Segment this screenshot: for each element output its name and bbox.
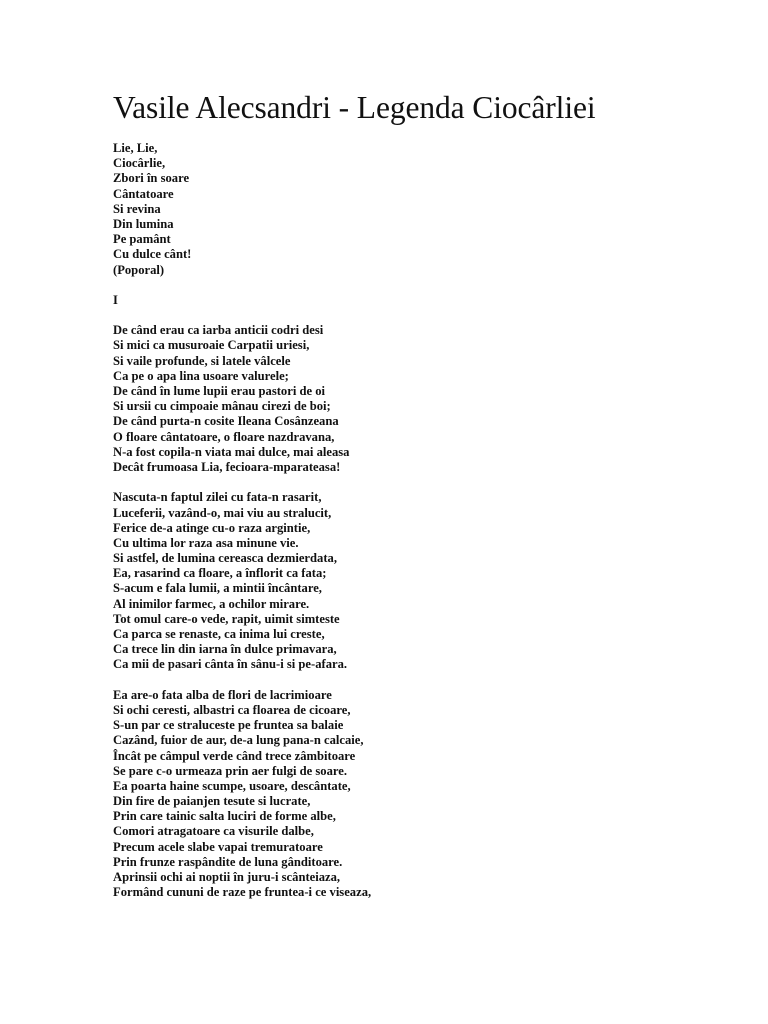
poem-line: Pe pamânt [113, 232, 171, 247]
poem-line: Precum acele slabe vapai tremuratoare [113, 839, 323, 854]
poem-stanza [113, 323, 733, 475]
poem-line: Luceferii, vazând-o, mai viu au stralucit, [113, 505, 332, 520]
poem-line: S-un par ce straluceste pe fruntea sa balaie [113, 718, 344, 733]
poem-line: Ciocârlie, [113, 156, 166, 171]
poem-line: Si revina [113, 201, 161, 216]
poem-line: Cu dulce cânt! [113, 247, 192, 262]
poem-line: S-acum e fala lumii, a mintii încântare, [113, 581, 322, 596]
poem-body [113, 141, 733, 900]
poem-line: Nascuta-n faptul zilei cu fata-n rasarit, [113, 490, 322, 505]
poem-line: Din lumina [113, 216, 174, 231]
poem-line: O floare cântatoare, o floare nazdravana, [113, 429, 335, 444]
poem-line: Si vaile profunde, si latele vâlcele [113, 353, 291, 368]
poem-line: Si mici ca musuroaie Carpatii uriesi, [113, 338, 310, 353]
document-title: Vasile Alecsandri - Legenda Ciocârliei [113, 90, 596, 125]
poem-line: Prin care tainic salta luciri de forme albe, [113, 809, 336, 824]
poem-line: Si astfel, de lumina cereasca dezmierdata, [113, 551, 337, 566]
poem-line: Ca trece lin din iarna în dulce primavara, [113, 642, 337, 657]
poem-line: Ea poarta haine scumpe, usoare, descântate, [113, 778, 351, 793]
poem-line: N-a fost copila-n viata mai dulce, mai aleasa [113, 444, 350, 459]
poem-line: Ea, rasarind ca floare, a înflorit ca fata; [113, 566, 327, 581]
poem-line: Tot omul care-o vede, rapit, uimit simteste [113, 611, 340, 626]
poem-line: Ca mii de pasari cânta în sânu-i si pe-afara. [113, 657, 348, 672]
poem-line: Cântatoare [113, 186, 174, 201]
poem-line: De când purta-n cosite Ileana Cosânzeana [113, 414, 339, 429]
poem-line: Si ochi ceresti, albastri ca floarea de cicoare, [113, 702, 351, 717]
poem-line: Prin frunze raspândite de luna gânditoare. [113, 854, 343, 869]
poem-line: Cazând, fuior de aur, de-a lung pana-n calcaie, [113, 733, 364, 748]
poem-line: Formând cununi de raze pe fruntea-i ce viseaza, [113, 885, 372, 900]
poem-line: Se pare c-o urmeaza prin aer fulgi de soare. [113, 763, 347, 778]
poem-line: Încât pe câmpul verde când trece zâmbitoare [113, 748, 356, 763]
poem-line: De când erau ca iarba anticii codri desi [113, 323, 324, 338]
poem-line: Din fire de paianjen tesute si lucrate, [113, 794, 311, 809]
poem-line: Lie, Lie, [113, 141, 158, 155]
poem-stanza [113, 141, 733, 278]
poem-line: Ca parca se renaste, ca inima lui creste, [113, 627, 325, 641]
poem-line: (Poporal) [113, 262, 165, 277]
poem-stanza [113, 293, 733, 308]
poem-stanza [113, 490, 733, 672]
poem-line: Ca pe o apa lina usoare valurele; [113, 368, 289, 383]
poem-line: Aprinsii ochi ai noptii în juru-i scânteiaza, [113, 870, 341, 884]
poem-stanza [113, 688, 733, 901]
poem-line: Al inimilor farmec, a ochilor mirare. [113, 596, 310, 611]
poem-line: Ea are-o fata alba de flori de lacrimioare [113, 687, 332, 702]
poem-line: Cu ultima lor raza asa minune vie. [113, 535, 299, 550]
poem-line: Si ursii cu cimpoaie mânau cirezi de boi; [113, 399, 331, 414]
poem-line: I [113, 292, 118, 307]
poem-line: Comori atragatoare ca visurile dalbe, [113, 824, 314, 839]
poem-line: Ferice de-a atinge cu-o raza argintie, [113, 520, 311, 535]
poem-line: Zbori în soare [113, 171, 190, 186]
poem-line: De când în lume lupii erau pastori de oi [113, 384, 326, 398]
poem-line: Decât frumoasa Lia, fecioara-mparateasa! [113, 459, 341, 474]
